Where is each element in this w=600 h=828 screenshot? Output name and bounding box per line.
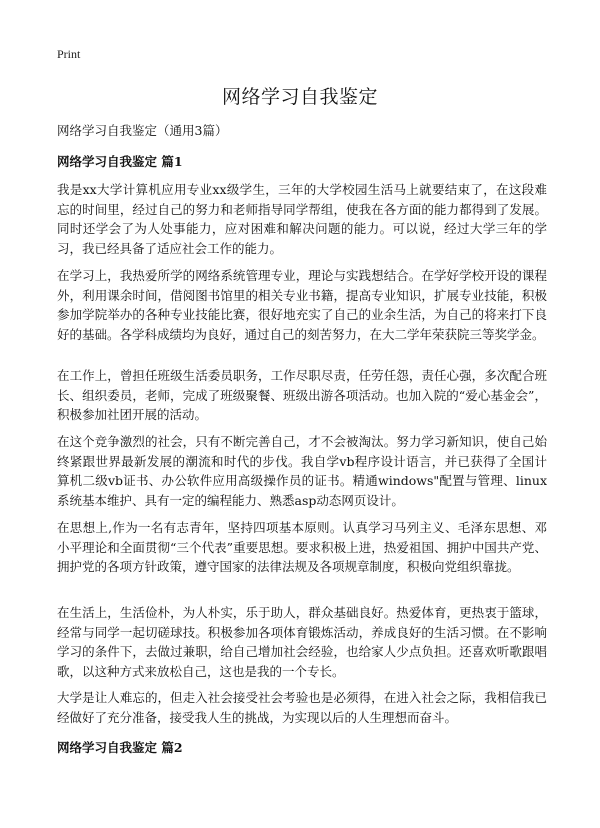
paragraph-3: 在工作上，曾担任班级生活委员职务，工作尽职尽责，任劳任怨，责任心强，多次配合班长、组织委员，老师，完成了班级聚餐、班级出游各项活动。也加入院的“爱心基金会”，积极参加社团开展的活动。 bbox=[57, 368, 547, 422]
section-heading-1: 网络学习自我鉴定 篇1 bbox=[57, 154, 183, 169]
paragraph-6: 在生活上，生活俭朴，为人朴实，乐于助人，群众基础良好。热爱体育，更热衷于篮球，经常与同学一起切磋球技。积极参加各项体育锻炼活动，养成良好的生活习惯。在不影响学习的条件下，去做过兼职，给自己增加社会经验，也给家人少点负担。还喜欢听歌跟唱歌，以这种方式来放松自己，这也是我的一个专长。 bbox=[57, 605, 547, 679]
document-subtitle: 网络学习自我鉴定（通用3篇） bbox=[57, 123, 228, 138]
paragraph-2: 在学习上，我热爱所学的网络系统管理专业，理论与实践想结合。在学好学校开设的课程外，利用课余时间，借阅图书馆里的相关专业书籍，提高专业知识，扩展专业技能，积极参加学院举办的各种专业技能比赛，很好地充实了自己的业余生活，为自己的将来打下良好的基础。各学科成绩均为良好，通过自己的刻苦努力，在大二学年荣获院三等奖学金。 bbox=[57, 268, 547, 342]
paragraph-1: 我是xx大学计算机应用专业xx级学生，三年的大学校园生活马上就要结束了，在这段难忘的时间里，经过自己的努力和老师指导同学帮组，使我在各方面的能力都得到了发展。同时还学会了为人处事能力，应对困难和解决问题的能力。可以说，经过大学三年的学习，我已经具备了适应社会工作的能力。 bbox=[57, 182, 547, 256]
paragraph-7: 大学是让人难忘的，但走入社会接受社会考验也是必须得，在进入社会之际，我相信我已经做好了充分准备，接受我人生的挑战，为实现以后的人生理想而奋斗。 bbox=[57, 690, 547, 725]
paragraph-4: 在这个竞争激烈的社会，只有不断完善自己，才不会被淘汰。努力学习新知识，使自己始终紧跟世界最新发展的潮流和时代的步伐。我自学vb程序设计语言，并已获得了全国计算机二级vb证书、办公软件应用高级操作员的证书。精通windows"配置与管理、linux 系统基本维护、具有一定的编程能力、熟悉asp动态网页设计。 bbox=[57, 434, 547, 508]
section-heading-2: 网络学习自我鉴定 篇2 bbox=[57, 740, 183, 755]
print-link[interactable]: Print bbox=[57, 47, 81, 61]
document-title: 网络学习自我鉴定 bbox=[221, 86, 378, 108]
paragraph-5: 在思想上,作为一名有志青年，坚持四项基本原则。认真学习马列主义、毛泽东思想、邓小平理论和全面贯彻“三个代表”重要思想。要求积极上进，热爱祖国、拥护中国共产党、拥护党的各项方针政策，遵守国家的法律法规及各项规章制度，积极向党组织靠拢。 bbox=[57, 520, 547, 574]
